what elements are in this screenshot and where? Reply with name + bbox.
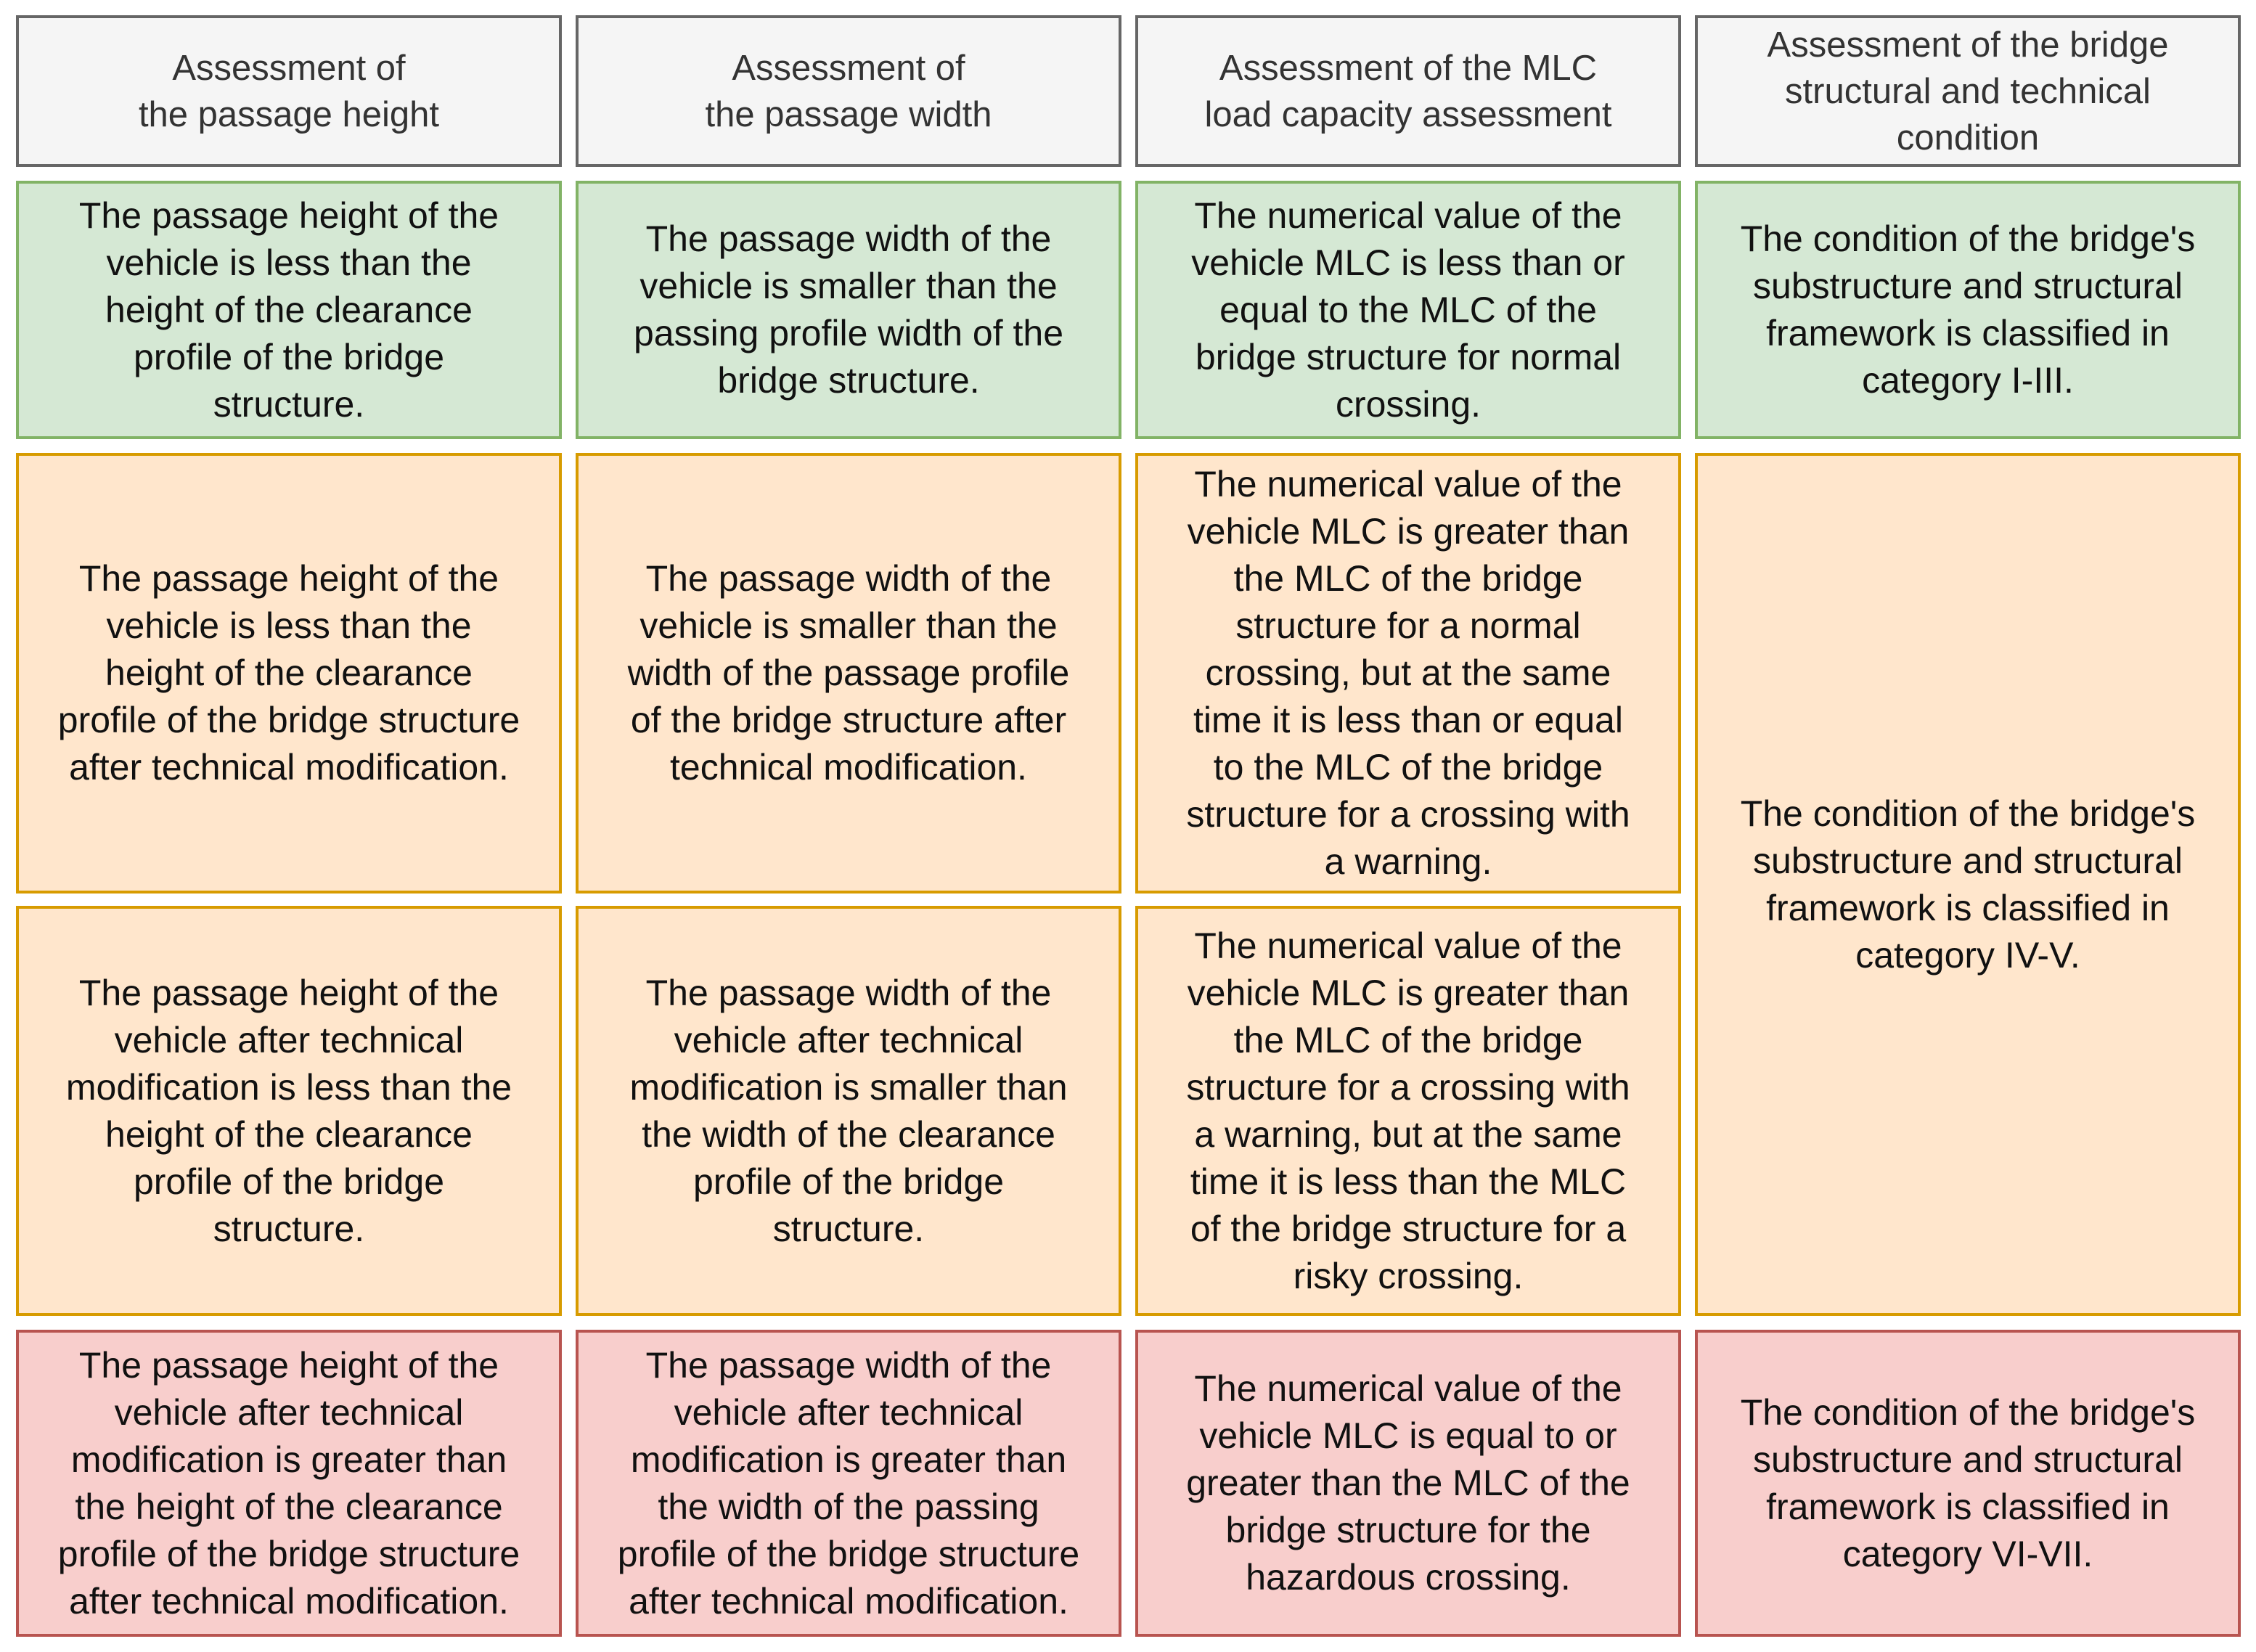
orange2-mlc-box (1135, 906, 1681, 1316)
header-passage-width (576, 15, 1121, 167)
red-mlc-text: The numerical value of the vehicle MLC is equal to or greater than the MLC of the bridge structure for the hazardous crossing. (1186, 1368, 1630, 1598)
red-condition-box (1695, 1330, 2241, 1637)
red-mlc-box (1135, 1330, 1681, 1637)
header-mlc-capacity-text: Assessment of the MLC load capacity assessment (1204, 48, 1612, 134)
green-height-box (16, 181, 562, 439)
green-height-text: The passage height of the vehicle is less than the height of the clearance profile of the bridge structure. (78, 195, 499, 425)
green-mlc-text: The numerical value of the vehicle MLC is less than or equal to the MLC of the bridge structure for normal crossing. (1191, 195, 1625, 425)
red-condition-text: The condition of the bridge's substructure and structural framework is classified in category VI-VII. (1740, 1391, 2196, 1574)
red-height-text: The passage height of the vehicle after technical modification is greater than the height of the clearance profile of the bridge structure after technical modification. (57, 1344, 520, 1622)
green-condition-box (1695, 181, 2241, 439)
header-mlc-capacity (1135, 15, 1681, 167)
header-bridge-condition (1695, 15, 2241, 167)
orange1-mlc-box (1135, 453, 1681, 894)
orange1-mlc-text: The numerical value of the vehicle MLC is greater than the MLC of the bridge structure for a normal crossing, but at the same time it is less than or equal to the MLC of the bridge structure for a crossing with a warning. (1186, 464, 1630, 882)
green-condition-text: The condition of the bridge's substructure and structural framework is classified in category I-III. (1740, 218, 2196, 401)
green-width-text: The passage width of the vehicle is smaller than the passing profile width of the bridge structure. (633, 218, 1064, 401)
orange2-mlc-text: The numerical value of the vehicle MLC is greater than the MLC of the bridge structure for a crossing with a warning, but at the same time it is less than the MLC of the bridge structure for a risky crossing. (1186, 925, 1630, 1296)
header-bridge-condition-text: Assessment of the bridge structural and technical condition (1767, 25, 2169, 158)
orange1-width-text: The passage width of the vehicle is smaller than the width of the passage profile of the bridge structure after technical modification. (627, 558, 1070, 788)
header-passage-height-text: Assessment of the passage height (138, 48, 440, 134)
header-passage-width-text: Assessment of the passage width (705, 48, 992, 134)
orange2-width-text: The passage width of the vehicle after technical modification is smaller than the width of the clearance profile of the bridge structure. (629, 972, 1068, 1249)
orange1-width-box (576, 453, 1121, 894)
green-mlc-box (1135, 181, 1681, 439)
orange2-height-box (16, 906, 562, 1316)
red-width-text: The passage width of the vehicle after technical modification is greater than the width of the passing profile of the bridge structure after technical modification. (617, 1344, 1080, 1622)
red-height-box (16, 1330, 562, 1637)
orange-condition-text: The condition of the bridge's substructure and structural framework is classified in category IV-V. (1740, 793, 2196, 976)
red-width-box (576, 1330, 1121, 1637)
header-passage-height (16, 15, 562, 167)
orange-condition-box (1695, 453, 2241, 1316)
orange1-height-text: The passage height of the vehicle is less than the height of the clearance profile of the bridge structure after technical modification. (57, 558, 520, 788)
green-width-box (576, 181, 1121, 439)
orange1-height-box (16, 453, 562, 894)
orange2-width-box (576, 906, 1121, 1316)
orange2-height-text: The passage height of the vehicle after technical modification is less than the height of the clearance profile of the bridge structure. (65, 972, 512, 1249)
